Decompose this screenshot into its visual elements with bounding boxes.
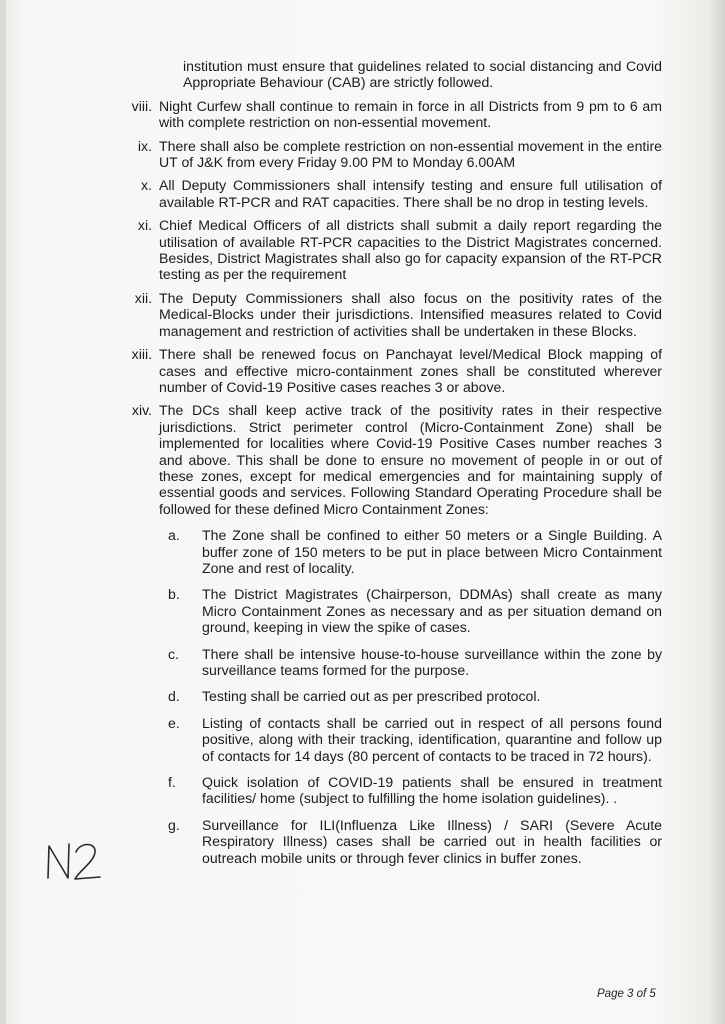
micro-containment-sop-list xyxy=(110,527,662,866)
document-body xyxy=(110,58,662,876)
list-item-xi xyxy=(110,217,662,283)
sub-item-a xyxy=(110,527,662,576)
sub-number: b. xyxy=(168,586,180,603)
continued-paragraph: institution must ensure that guidelines related to social distancing and Covid Appropriate Behaviour (CAB) are strictly followed. xyxy=(183,58,662,91)
list-number: xii. xyxy=(134,289,152,306)
sub-item-e xyxy=(110,715,662,764)
list-item-x xyxy=(110,177,662,210)
list-item-ix xyxy=(110,138,662,171)
list-number: viii. xyxy=(131,97,152,114)
sub-number: d. xyxy=(168,688,180,705)
list-text: The Deputy Commissioners shall also focus on the positivity rates of the Medical-Blocks under their jurisdictions. Intensified measures related to Covid management and restriction of activities shall be undertaken in these Blocks. xyxy=(159,289,662,339)
list-text: All Deputy Commissioners shall intensify testing and ensure full utilisation of available RT-PCR and RAT capacities. There shall be no drop in testing levels. xyxy=(159,177,662,210)
scan-edge-right xyxy=(711,0,725,1024)
list-text: The DCs shall keep active track of the positivity rates in their respective jurisdictions. Strict perimeter control (Micro-Containment Zone) shall be implemented for localities where Covid-19 Positive Cases number reaches 3 and above. This shall be done to ensure no movement of people in or out of these zones, except for medical emergencies and for maintaining supply of essential goods and services. Following Standard Operating Procedure shall be followed for these defined Micro Containment Zones: xyxy=(159,402,662,517)
list-item-xiii xyxy=(110,346,662,395)
sub-text: Testing shall be carried out as per prescribed protocol. xyxy=(202,688,541,705)
sub-item-f xyxy=(110,774,662,807)
sub-item-c xyxy=(110,646,662,679)
sub-number: g. xyxy=(168,816,180,833)
list-number: ix. xyxy=(137,137,152,154)
sub-text: The District Magistrates (Chairperson, DDMAs) shall create as many Micro Containment Zones as necessary and as per situation demand on ground, keeping in view the spike of cases. xyxy=(202,586,662,636)
list-number: xiv. xyxy=(131,402,152,419)
sub-item-d xyxy=(110,688,662,704)
list-number: xiii. xyxy=(131,346,152,363)
sub-item-g xyxy=(110,817,662,866)
sub-item-b xyxy=(110,586,662,635)
list-text: There shall be renewed focus on Panchayat level/Medical Block mapping of cases and effective micro-containment zones shall be constituted wherever number of Covid-19 Positive cases reaches 3 or above. xyxy=(159,346,662,395)
sub-text: There shall be intensive house-to-house surveillance within the zone by surveillance teams formed for the purpose. xyxy=(202,645,662,678)
sub-text: Listing of contacts shall be carried out in respect of all persons found positive, along with their tracking, identification, quarantine and follow up of contacts for 14 days (80 percent of contacts to be traced in 72 hours). xyxy=(202,714,662,764)
list-text: There shall also be complete restriction on non-essential movement in the entire UT of J&K from every Friday 9.00 PM to Monday 6.00AM xyxy=(159,137,662,171)
sub-number: f. xyxy=(168,774,176,791)
sub-text: The Zone shall be confined to either 50 meters or a Single Building. A buffer zone of 150 meters to be put in place between Micro Containment Zone and rest of locality. xyxy=(202,527,662,576)
handwritten-mark xyxy=(44,838,104,884)
sub-number: e. xyxy=(168,714,180,731)
sub-text: Quick isolation of COVID-19 patients shall be ensured in treatment facilities/ home (subject to fulfilling the home isolation guidelines). . xyxy=(202,774,662,807)
scan-edge-left xyxy=(0,0,6,1024)
sub-text: Surveillance for ILI(Influenza Like Illness) / SARI (Severe Acute Respiratory Illness) cases shall be carried out in health facilities or outreach mobile units or through fever clinics in buffer zones. xyxy=(202,816,662,866)
page-number: Page 3 of 5 xyxy=(597,988,656,1000)
list-item-xii xyxy=(110,290,662,339)
sub-number: c. xyxy=(168,645,179,662)
list-text: Night Curfew shall continue to remain in force in all Districts from 9 pm to 6 am with complete restriction on non-essential movement. xyxy=(159,97,662,131)
list-item-xiv xyxy=(110,402,662,517)
list-number: xi. xyxy=(137,217,152,234)
sub-number: a. xyxy=(168,527,180,544)
list-number: x. xyxy=(141,177,152,194)
list-item-viii xyxy=(110,98,662,131)
list-text: Chief Medical Officers of all districts shall submit a daily report regarding the utilisation of available RT-PCR capacities to the District Magistrates concerned. Besides, District Magistrates shall also go for capacity expansion of the RT-PCR testing as per the requirement xyxy=(159,217,662,283)
